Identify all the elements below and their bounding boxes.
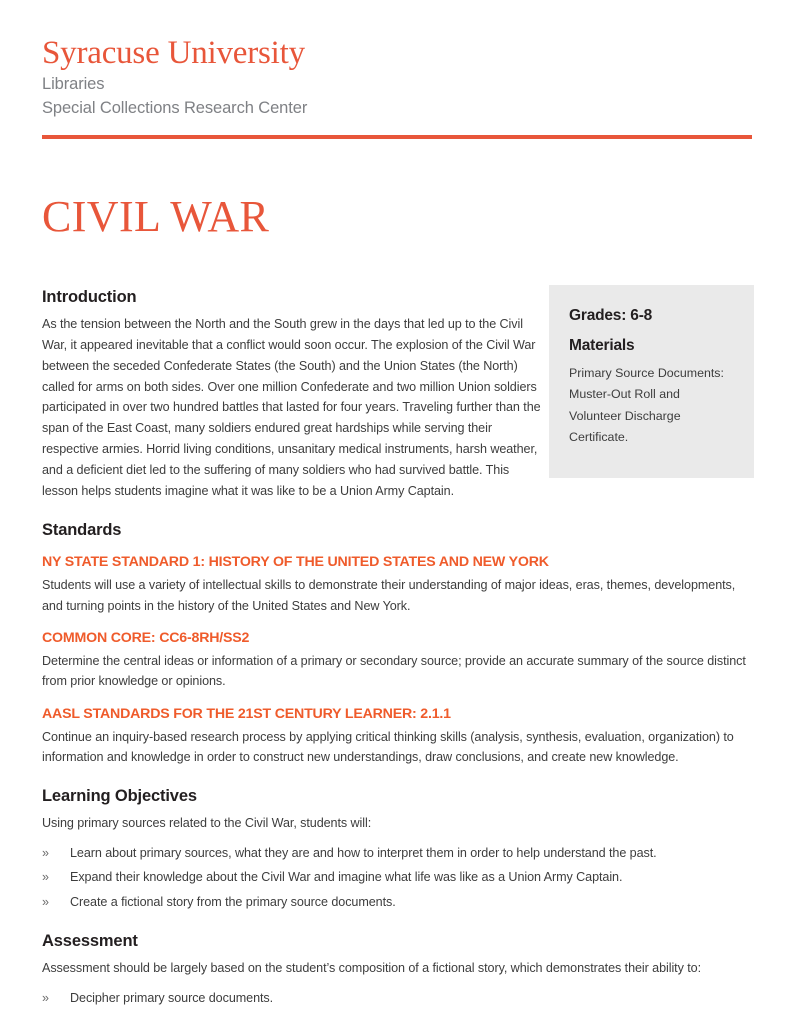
standard-body-ny-state: Students will use a variety of intellectual skills to demonstrate their understanding of major ideas, eras, themes, developments, and turning points in the history of the United States and New York. [42,578,736,613]
learning-objectives-list [42,844,754,913]
list-item-label: Expand their knowledge about the Civil War and imagine what life was like as a Union Army Captain. [70,870,623,885]
learning-objectives-section [42,787,754,913]
introduction-paragraph: As the tension between the North and the South grew in the days that led up to the Civil War, it appeared inevitable that a conflict would soon occur. The explosion of the Civil War between the seceded Confederate States (the South) and the Union States (the North) called for arms on both sides. Over one million Confederate and two million Union soldiers participated in over two hundred battles that lasted for four years. Traveling further than the span of the East Coast, many soldiers endured great hardships while serving their respective armies. Horrid living conditions, unsanitary medical instruments, harsh weather, and a deficient diet led to the suffering of many soldiers who had survived battle. This lesson helps students imagine what it was like to be a Union Army Captain. [42,316,541,499]
page-title: CIVIL WAR [42,192,270,242]
chevron-double-right-icon: » [42,845,49,860]
learning-objectives-intro: Using primary sources related to the Civil War, students will: [42,815,372,830]
assessment-list [42,989,754,1009]
standard-body-common-core: Determine the central ideas or information of a primary or secondary source; provide an accurate summary of the source distinct from prior knowledge or opinions. [42,654,746,689]
masthead-divider [42,135,752,139]
standards-section [42,521,754,767]
list-item [42,868,754,888]
standards-heading: Standards [42,521,122,540]
learning-objectives-heading: Learning Objectives [42,786,197,805]
institution-unit-libraries: Libraries [42,74,105,93]
list-item-label: Decipher primary source documents. [70,990,274,1005]
standard-title-common-core: COMMON CORE: CC6-8RH/SS2 [42,630,250,647]
grades-label: Grades: 6-8 [569,307,653,324]
standard-body-aasl: Continue an inquiry-based research process by applying critical thinking skills (analysis, synthesis, evaluation, organization) to information and knowledge in order to construct new understandings, draw conclusions, and create new knowledge. [42,729,734,765]
introduction-column [42,269,542,503]
assessment-intro: Assessment should be largely based on the student’s composition of a fictional story, which demonstrates their ability to: [42,960,701,975]
assessment-section [42,932,754,1009]
chevron-double-right-icon: » [42,990,49,1005]
list-item [42,893,754,913]
standard-title-aasl: AASL STANDARDS FOR THE 21ST CENTURY LEARNER: 2.1.1 [42,705,451,722]
masthead [42,0,754,139]
list-item-label: Create a fictional story from the primary source documents. [70,895,396,909]
materials-label: Materials [569,336,635,354]
institution-name: Syracuse University [42,35,305,71]
introduction-heading: Introduction [42,287,137,306]
materials-info-box [549,285,754,478]
materials-text: Primary Source Documents: Muster-Out Roll and Volunteer Discharge Certificate. [569,366,724,444]
list-item [42,844,754,864]
institution-unit-special-collections: Special Collections Research Center [42,99,308,118]
list-item-label: Learn about primary sources, what they are and how to interpret them in order to help understand the past. [70,845,657,860]
list-item [42,989,754,1009]
chevron-double-right-icon: » [42,895,49,909]
assessment-heading: Assessment [42,931,138,950]
chevron-double-right-icon: » [42,870,49,885]
standard-title-ny-state: NY STATE STANDARD 1: HISTORY OF THE UNITED STATES AND NEW YORK [42,554,549,571]
